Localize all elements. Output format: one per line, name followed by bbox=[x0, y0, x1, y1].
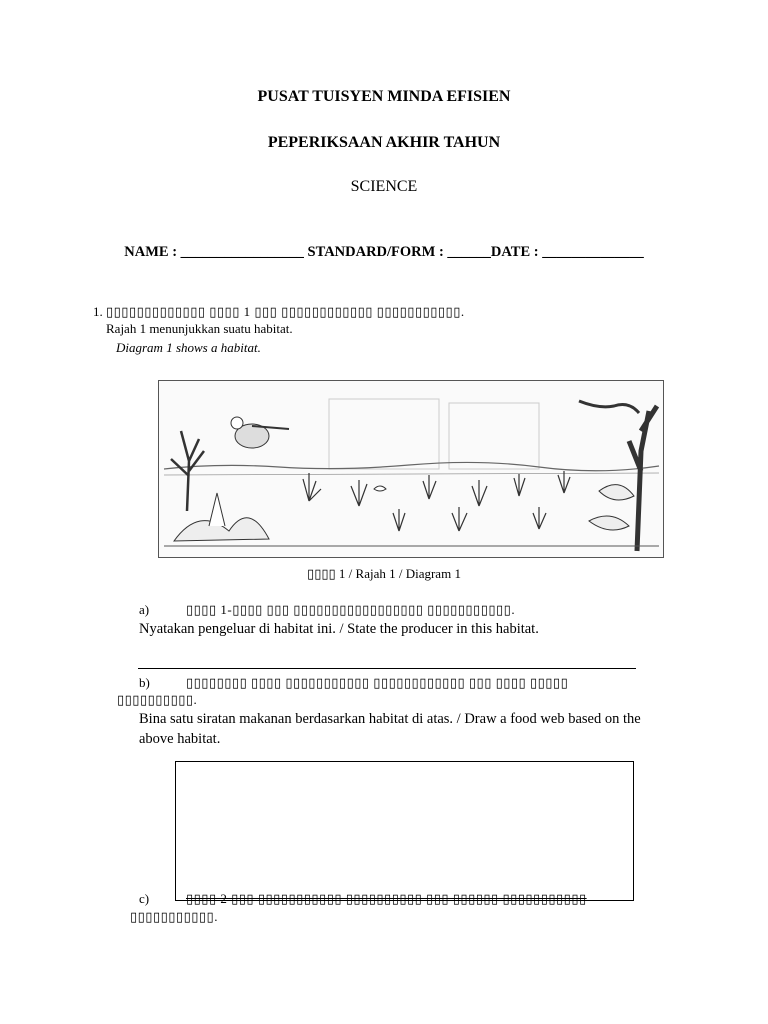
exam-title: PEPERIKSAAN AKHIR TAHUN bbox=[267, 134, 501, 151]
grass-clumps bbox=[303, 471, 570, 531]
part-b-text-2: above habitat. bbox=[139, 731, 221, 747]
part-a-glyph-text: ▯▯▯▯ 1-▯▯▯▯ ▯▯▯ ▯▯▯▯▯▯▯▯▯▯▯▯▯▯▯▯▯ ▯▯▯▯▯▯▯▯▯▯▯. bbox=[186, 602, 516, 617]
dead-tree bbox=[171, 431, 204, 511]
part-b-label: b) bbox=[139, 675, 150, 690]
part-a-answer-line[interactable] bbox=[138, 668, 636, 669]
student-info-line: NAME : _________________ STANDARD/FORM : ______DATE : ______________ bbox=[124, 244, 644, 260]
horizon-line bbox=[164, 462, 659, 470]
habitat-diagram bbox=[158, 380, 664, 558]
snake-icon bbox=[579, 401, 639, 413]
diagram-caption: ▯▯▯▯ 1 / Rajah 1 / Diagram 1 bbox=[307, 566, 461, 581]
subject-title: SCIENCE bbox=[350, 178, 418, 195]
part-b-glyph-text: ▯▯▯▯▯▯▯▯ ▯▯▯▯ ▯▯▯▯▯▯▯▯▯▯▯ ▯▯▯▯▯▯▯▯▯▯▯▯ ▯▯▯ ▯▯▯▯ ▯▯▯▯▯ bbox=[186, 675, 569, 690]
habitat-illustration bbox=[159, 381, 662, 556]
right-tree bbox=[629, 406, 657, 551]
question-1-malay: Rajah 1 menunjukkan suatu habitat. bbox=[106, 321, 293, 336]
eagle-head bbox=[231, 417, 243, 429]
part-c-glyph-text-2: ▯▯▯▯▯▯▯▯▯▯▯. bbox=[130, 909, 218, 924]
question-1-glyph-text: ▯▯▯▯▯▯▯▯▯▯▯▯▯ ▯▯▯▯ 1 ▯▯▯ ▯▯▯▯▯▯▯▯▯▯▯▯ ▯▯▯▯▯▯▯▯▯▯▯. bbox=[106, 304, 465, 319]
foliage-right bbox=[599, 485, 634, 500]
question-number: 1. bbox=[93, 304, 103, 319]
foliage-right bbox=[589, 516, 629, 530]
background-structure bbox=[329, 399, 439, 469]
part-a-label: a) bbox=[139, 602, 150, 617]
part-c-label: c) bbox=[139, 891, 150, 906]
question-1 bbox=[93, 304, 465, 320]
part-b-glyph-text-2: ▯▯▯▯▯▯▯▯▯▯. bbox=[117, 692, 198, 707]
question-1-english: Diagram 1 shows a habitat. bbox=[116, 340, 261, 355]
school-title: PUSAT TUISYEN MINDA EFISIEN bbox=[257, 88, 511, 105]
part-c-glyph-text: ▯▯▯▯ 2 ▯▯▯ ▯▯▯▯▯▯▯▯▯▯▯ ▯▯▯▯▯▯▯▯▯▯ ▯▯▯ ▯▯▯▯▯▯ ▯▯▯▯▯▯▯▯▯▯▯ bbox=[186, 891, 587, 906]
plant-leaf bbox=[209, 493, 225, 526]
part-b-text-1: Bina satu siratan makanan berdasarkan habitat di atas. / Draw a food web based on the bbox=[139, 711, 641, 727]
background-structure bbox=[449, 403, 539, 469]
water-line bbox=[164, 473, 659, 475]
part-a-text: Nyatakan pengeluar di habitat ini. / State the producer in this habitat. bbox=[139, 621, 539, 637]
food-web-answer-box[interactable] bbox=[175, 761, 634, 901]
small-bird-icon bbox=[374, 486, 386, 491]
